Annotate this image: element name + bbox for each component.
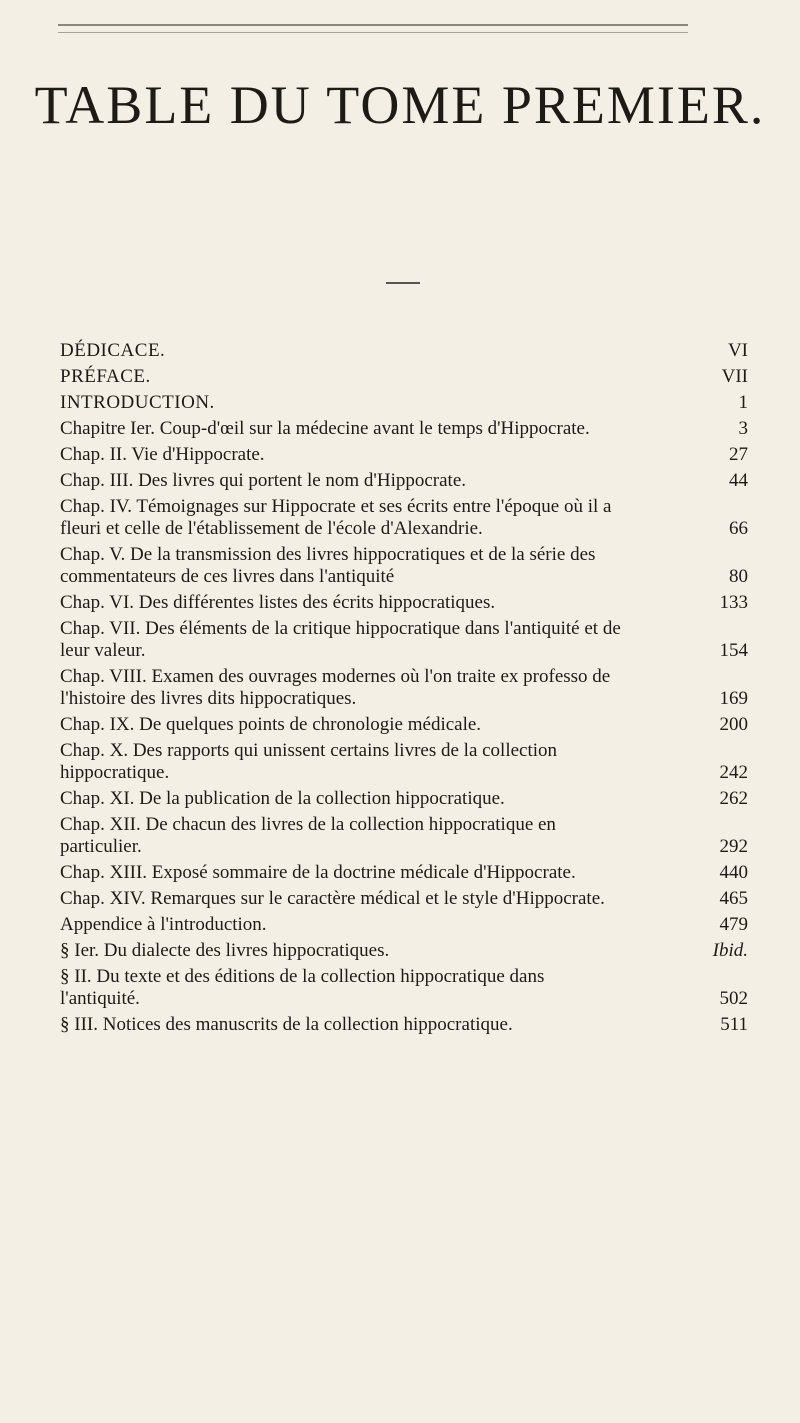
toc-entry: [60, 1014, 748, 1036]
toc-entry-page: 27: [729, 444, 748, 465]
toc-entry: [60, 444, 748, 466]
toc-entry-page: 133: [719, 592, 748, 613]
toc-entry-page: 44: [729, 470, 748, 491]
toc-entry-title: § II. Du texte et des éditions de la collection hippocratique dans l'antiquité.: [60, 966, 545, 1009]
toc-entry: [60, 940, 748, 962]
toc-entry-title: Chap. VII. Des éléments de la critique hippocratique dans l'antiquité et de leur valeur.: [60, 618, 621, 661]
toc-entry-title: Chap. XIII. Exposé sommaire de la doctrine médicale d'Hippocrate.: [60, 862, 576, 883]
toc-entry: [60, 814, 748, 858]
toc-entry-title: Chap. XI. De la publication de la collection hippocratique.: [60, 788, 505, 809]
toc-entry: [60, 888, 748, 910]
toc-entry-title: Chap. III. Des livres qui portent le nom d'Hippocrate.: [60, 470, 467, 491]
toc-entry: [60, 392, 748, 414]
toc-entry-page: 292: [719, 836, 748, 857]
toc-entry-title: § III. Notices des manuscrits de la collection hippocratique.: [60, 1014, 513, 1035]
toc-entry: [60, 340, 748, 362]
toc-entry-page: VI: [727, 340, 748, 361]
toc-entry-title: Chap. IV. Témoignages sur Hippocrate et ses écrits entre l'époque où il a fleuri et celle de l'établissement de l'école d'Alexandrie.: [60, 496, 612, 539]
toc-entry: [60, 544, 748, 588]
toc-entry: [60, 470, 748, 492]
toc-entry: [60, 862, 748, 884]
toc-entry-page: VII: [721, 366, 748, 387]
toc-entry-title: Chap. XII. De chacun des livres de la collection hippocratique en particulier.: [60, 814, 556, 857]
toc-entry-page: 262: [719, 788, 748, 809]
toc-entry-page: 169: [719, 688, 748, 709]
toc-entry-page: 511: [720, 1014, 748, 1035]
toc-entry: [60, 366, 748, 388]
toc-entry-page: 1: [738, 392, 748, 413]
toc-entry-page: 66: [729, 518, 748, 539]
toc-entry-page: 200: [719, 714, 748, 735]
toc-entry-title: § Ier. Du dialecte des livres hippocratiques.: [60, 940, 390, 961]
page-title: TABLE DU TOME PREMIER.: [34, 75, 766, 135]
toc-entry-page: 440: [719, 862, 748, 883]
toc-entry-page: 465: [719, 888, 748, 909]
toc-entry-title: DÉDICACE.: [60, 340, 166, 361]
toc-entry: [60, 666, 748, 710]
toc-entry: [60, 496, 748, 540]
toc-entry: [60, 966, 748, 1010]
toc-entry-title: Chapitre Ier. Coup-d'œil sur la médecine avant le temps d'Hippocrate.: [60, 418, 590, 439]
toc-entry: [60, 592, 748, 614]
toc-entry: [60, 714, 748, 736]
toc-entry-title: Chap. IX. De quelques points de chronologie médicale.: [60, 714, 482, 735]
toc-entry-page: 502: [719, 988, 748, 1009]
toc-entry-title: Chap. II. Vie d'Hippocrate.: [60, 444, 265, 465]
toc-entry: [60, 740, 748, 784]
toc-entry-page: 154: [719, 640, 748, 661]
toc-entry-title: Appendice à l'introduction.: [60, 914, 267, 935]
toc-entry-title: PRÉFACE.: [60, 366, 151, 387]
toc-entry-title: INTRODUCTION.: [60, 392, 215, 413]
table-of-contents: [60, 300, 748, 1040]
toc-entry-title: Chap. VI. Des différentes listes des écrits hippocratiques.: [60, 592, 496, 613]
toc-entry-page: Ibid.: [712, 940, 748, 961]
toc-entry-page: 80: [729, 566, 748, 587]
toc-entry-page: 3: [738, 418, 748, 439]
toc-entry: [60, 618, 748, 662]
toc-entry: [60, 914, 748, 936]
toc-entry-title: Chap. VIII. Examen des ouvrages modernes où l'on traite ex professo de l'histoire des livres dits hippocratiques.: [60, 666, 611, 709]
toc-entry-page: 242: [719, 762, 748, 783]
toc-entry: [60, 788, 748, 810]
toc-entry-title: Chap. XIV. Remarques sur le caractère médical et le style d'Hippocrate.: [60, 888, 605, 909]
toc-entry-title: Chap. X. Des rapports qui unissent certains livres de la collection hippocratique.: [60, 740, 558, 783]
top-rule: [58, 24, 688, 33]
toc-entry-title: Chap. V. De la transmission des livres hippocratiques et de la série des commentateurs de ces livres dans l'antiquité: [60, 544, 596, 587]
toc-entry-page: 479: [719, 914, 748, 935]
toc-entry: [60, 418, 748, 440]
ornament-dash: [386, 282, 420, 284]
